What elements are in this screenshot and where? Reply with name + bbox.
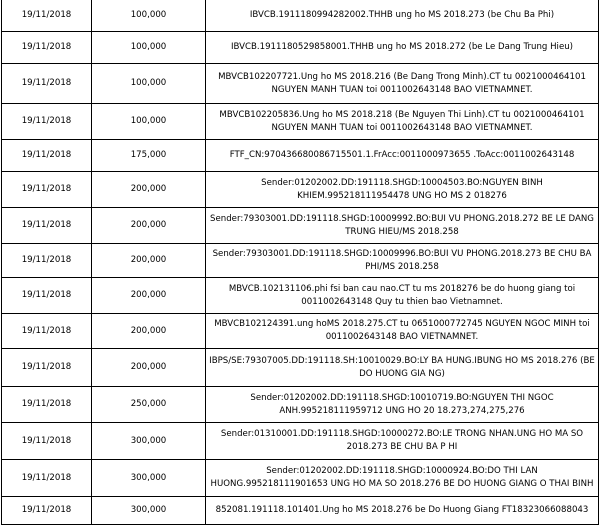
amount-cell: 250,000: [92, 387, 206, 423]
table-row: [2, 278, 599, 314]
date-cell: 19/11/2018: [2, 460, 92, 497]
date-cell: 19/11/2018: [2, 497, 92, 525]
table-row: [2, 387, 599, 423]
amount-cell: 200,000: [92, 349, 206, 387]
amount-cell: 100,000: [92, 104, 206, 140]
amount-cell: 100,000: [92, 64, 206, 104]
date-cell: 19/11/2018: [2, 104, 92, 140]
table-row: [2, 244, 599, 278]
amount-cell: 300,000: [92, 497, 206, 525]
date-cell: 19/11/2018: [2, 244, 92, 278]
description-cell: 852081.191118.101401.Ung ho MS 2018.276 be Do Huong Giang FT18323066088043: [206, 497, 599, 525]
table-row: [2, 172, 599, 208]
date-cell: 19/11/2018: [2, 208, 92, 244]
table-row: [2, 64, 599, 104]
amount-cell: 200,000: [92, 278, 206, 314]
description-cell: MBVCB102205836.Ung ho MS 2018.218 (Be Nguyen Thi Linh).CT tu 0021000464101 NGUYEN MANH TUAN toi 0011002643148 BAO VIETNAMNET.: [206, 104, 599, 140]
date-cell: 19/11/2018: [2, 423, 92, 460]
amount-cell: 200,000: [92, 244, 206, 278]
amount-cell: 200,000: [92, 172, 206, 208]
date-cell: 19/11/2018: [2, 314, 92, 349]
date-cell: 19/11/2018: [2, 172, 92, 208]
table-row: [2, 423, 599, 460]
table-row: [2, 349, 599, 387]
amount-cell: 175,000: [92, 140, 206, 172]
description-cell: IBVCB.1911180994282002.THHB ung ho MS 2018.273 (be Chu Ba Phi): [206, 0, 599, 32]
table-row: [2, 497, 599, 525]
amount-cell: 200,000: [92, 208, 206, 244]
description-cell: IBPS/SE:79307005.DD:191118.SH:10010029.BO:LY BA HUNG.IBUNG HO MS 2018.276 (BE DO HUONG GIA NG): [206, 349, 599, 387]
table-row: [2, 314, 599, 349]
description-cell: MBVCB102207721.Ung ho MS 2018.216 (Be Dang Trong Minh).CT tu 0021000464101 NGUYEN MANH TUAN toi 0011002643148 BAO VIETNAMNET.: [206, 64, 599, 104]
description-cell: Sender:79303001.DD:191118.SHGD:10009992.BO:BUI VU PHONG.2018.272 BE LE DANG TRUNG HIEU/MS 2018.258: [206, 208, 599, 244]
date-cell: 19/11/2018: [2, 0, 92, 32]
amount-cell: 300,000: [92, 423, 206, 460]
description-cell: Sender:79303001.DD:191118.SHGD:10009996.BO:BUI VU PHONG.2018.273 BE CHU BA PHI/MS 2018.258: [206, 244, 599, 278]
transactions-table: [1, 0, 599, 525]
date-cell: 19/11/2018: [2, 387, 92, 423]
table-row: [2, 208, 599, 244]
amount-cell: 200,000: [92, 314, 206, 349]
description-cell: FTF_CN:970436680086715501.1.FrAcc:0011000973655 .ToAcc:0011002643148: [206, 140, 599, 172]
date-cell: 19/11/2018: [2, 64, 92, 104]
description-cell: Sender:01202002.DD:191118.SHGD:10010719.BO:NGUYEN THI NGOC ANH.995218111959712 UNG HO 20 18.273,274,275,276: [206, 387, 599, 423]
amount-cell: 300,000: [92, 460, 206, 497]
description-cell: Sender:01202002.DD:191118.SHGD:10000924.BO:DO THI LAN HUONG.995218111901653 UNG HO MA SO 2018.276 BE DO HUONG GIANG O THAI BINH: [206, 460, 599, 497]
amount-cell: 100,000: [92, 0, 206, 32]
description-cell: MBVCB.102131106.phi fsi ban cau nao.CT tu ms 2018276 be do huong giang toi 0011002643148 Quy tu thien bao Vietnamnet.: [206, 278, 599, 314]
date-cell: 19/11/2018: [2, 32, 92, 64]
table-row: [2, 0, 599, 32]
description-cell: MBVCB102124391.ung hoMS 2018.275.CT tu 0651000772745 NGUYEN NGOC MINH toi 0011002643148 BAO VIETNAMNET.: [206, 314, 599, 349]
date-cell: 19/11/2018: [2, 278, 92, 314]
description-cell: Sender:01310001.DD:191118.SHGD:10000272.BO:LE TRONG NHAN.UNG HO MA SO 2018.273 BE CHU BA P HI: [206, 423, 599, 460]
date-cell: 19/11/2018: [2, 349, 92, 387]
date-cell: 19/11/2018: [2, 140, 92, 172]
description-cell: Sender:01202002.DD:191118.SHGD:10004503.BO:NGUYEN BINH KHIEM.995218111954478 UNG HO MS 2 018276: [206, 172, 599, 208]
table-row: [2, 104, 599, 140]
table-row: [2, 140, 599, 172]
table-row: [2, 460, 599, 497]
description-cell: IBVCB.1911180529858001.THHB ung ho MS 2018.272 (be Le Dang Trung Hieu): [206, 32, 599, 64]
amount-cell: 100,000: [92, 32, 206, 64]
table-row: [2, 32, 599, 64]
